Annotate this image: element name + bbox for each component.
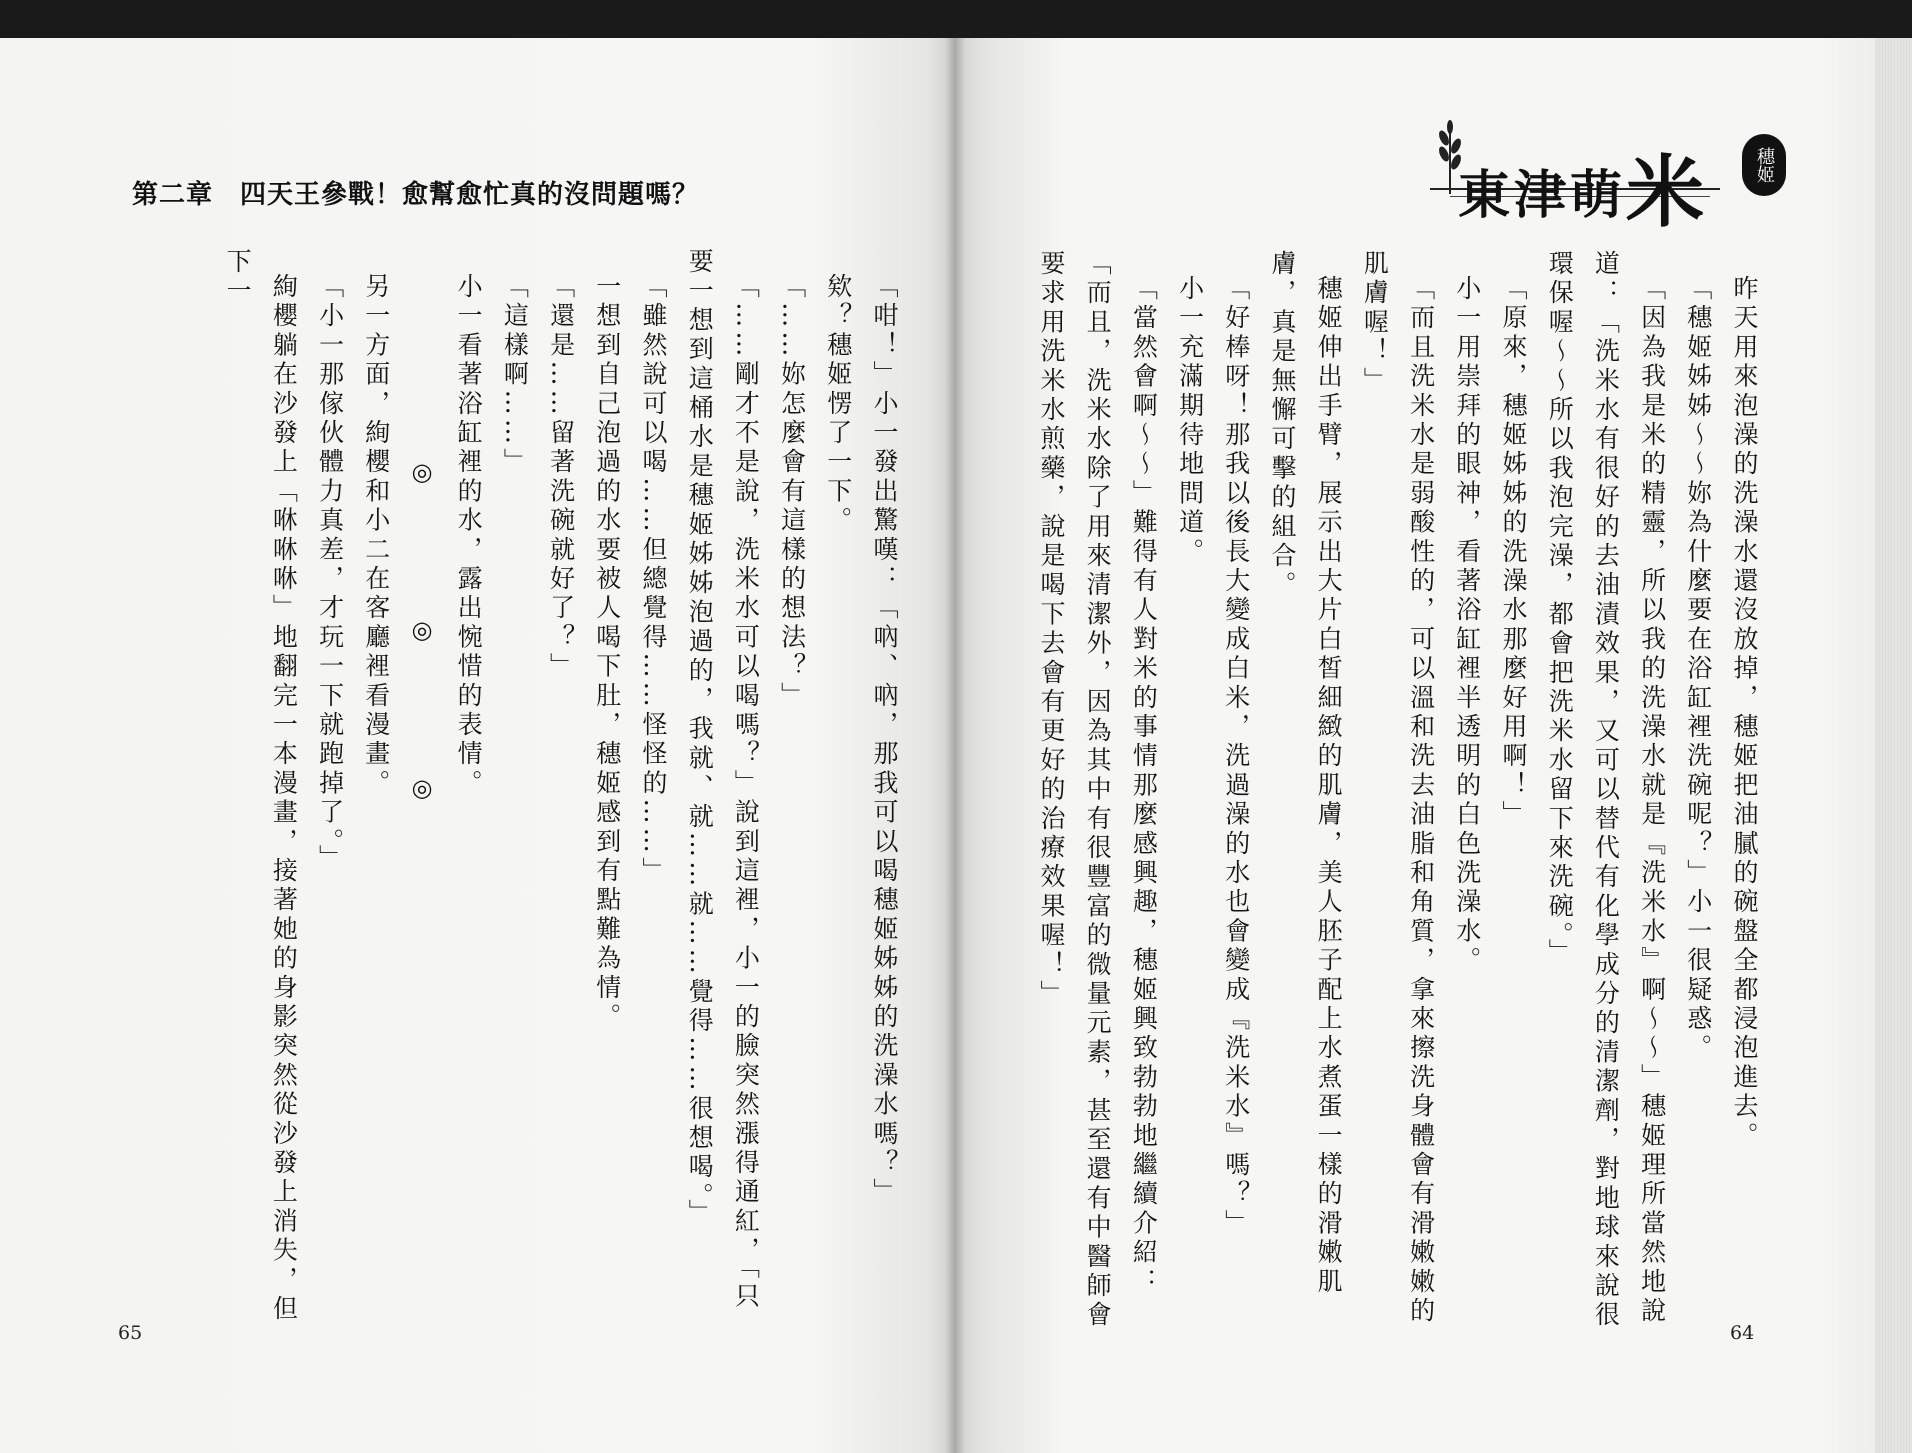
paragraph: 「……剛才不是說，洗米水可以喝嗎？」說到這裡，小一的臉突然漲得通紅，「只要一想到這桶水是穗姬姊姊泡過的，我就、就……就……覺得……很想喝。」 [685, 248, 761, 1312]
logo-title [1458, 124, 1708, 236]
paragraph: 「而且洗米水是弱酸性的，可以溫和洗去油脂和角質，拿來擦洗身體會有滑嫩嫩的肌膚喔！」 [1360, 250, 1436, 1327]
separator-mark: ◎ [407, 616, 436, 644]
paragraph: 「好棒呀！那我以後長大變成白米，洗過澡的水也會變成『洗米水』嗎？」 [1221, 275, 1251, 1239]
scene-separator [399, 248, 445, 1338]
paragraph: 「原來，穗姬姊姊的洗澡水那麼好用啊！」 [1498, 275, 1528, 830]
logo-badge: 穗姬 [1742, 134, 1786, 196]
logo-title-big: 米 [1626, 147, 1709, 238]
paragraph: 「還是……留著洗碗就好了？」 [546, 273, 576, 682]
paragraph: 「咁！」小一發出驚嘆：「吶、吶，那我可以喝穗姬姊姊的洗澡水嗎？」 [870, 273, 899, 1208]
running-title: 第二章 四天王參戰！愈幫愈忙真的沒問題嗎？ [132, 180, 700, 210]
separator-mark: ◎ [407, 774, 436, 802]
separator-mark: ◎ [407, 458, 436, 486]
paragraph: 絢櫻躺在沙發上「咻咻咻」地翻完一本漫畫，接著她的身影突然從沙發上消失，但下一 [223, 248, 299, 1325]
paragraph: 「因為我是米的精靈，所以我的洗澡水就是『洗米水』啊～～」穗姬理所當然地說道：「洗米水有很好的去油漬效果，又可以替代有化學成分的清潔劑，對地球來說很環保喔～～所以我泡完澡，都會把洗米水留下來洗碗。」 [1545, 250, 1667, 1331]
paragraph: 小一看著浴缸裡的水，露出惋惜的表情。 [454, 273, 484, 799]
page-edges [1875, 38, 1912, 1453]
page-number-left: 65 [118, 1322, 143, 1344]
paragraph: 「當然會啊～～」難得有人對米的事情那麼感興趣，穗姬興致勃勃地繼續介紹：「而且，洗米水除了用來清潔外，因為其中有很豐富的微量元素，甚至還有中醫師會要求用洗米水煎藥，說是喝下去會有更好的治療效果喔！」 [1036, 250, 1159, 1331]
paragraph: 「雖然說可以喝……但總覺得……怪怪的……」 [638, 273, 668, 887]
logo-title-small: 東津萌 [1458, 165, 1627, 226]
right-page-body [1017, 250, 1767, 1342]
paragraph: 「小一那傢伙體力真差，才玩一下就跑掉了。」 [315, 273, 345, 874]
paragraph: 小一充滿期待地問道。 [1175, 275, 1205, 567]
paragraph: 昨天用來泡澡的洗澡水還沒放掉，穗姬把油膩的碗盤全都浸泡進去。 [1730, 275, 1759, 1151]
paragraph: 欸？穗姬愣了一下。 [823, 273, 853, 536]
series-logo [1430, 118, 1790, 238]
paragraph: 「……妳怎麼會有這樣的想法？」 [777, 273, 807, 711]
book-gutter [945, 38, 965, 1453]
paragraph: 「穗姬姊姊～～妳為什麼要在浴缸裡洗碗呢？」小一很疑惑。 [1683, 275, 1713, 1064]
paragraph: 小一用崇拜的眼神，看著浴缸裡半透明的白色洗澡水。 [1452, 275, 1482, 976]
left-page-body [127, 248, 907, 1338]
paragraph: 另一方面，絢櫻和小二在客廳裡看漫畫。 [361, 273, 391, 799]
page-number-right: 64 [1730, 1322, 1755, 1344]
paragraph: 一想到自己泡過的水要被人喝下肚，穗姬感到有點難為情。 [592, 273, 622, 1033]
paragraph: 「這樣啊……」 [500, 273, 530, 478]
paragraph: 穗姬伸出手臂，展示出大片白皙細緻的肌膚，美人胚子配上水煮蛋一樣的滑嫩肌膚，真是無懈可擊的組合。 [1267, 250, 1344, 1297]
